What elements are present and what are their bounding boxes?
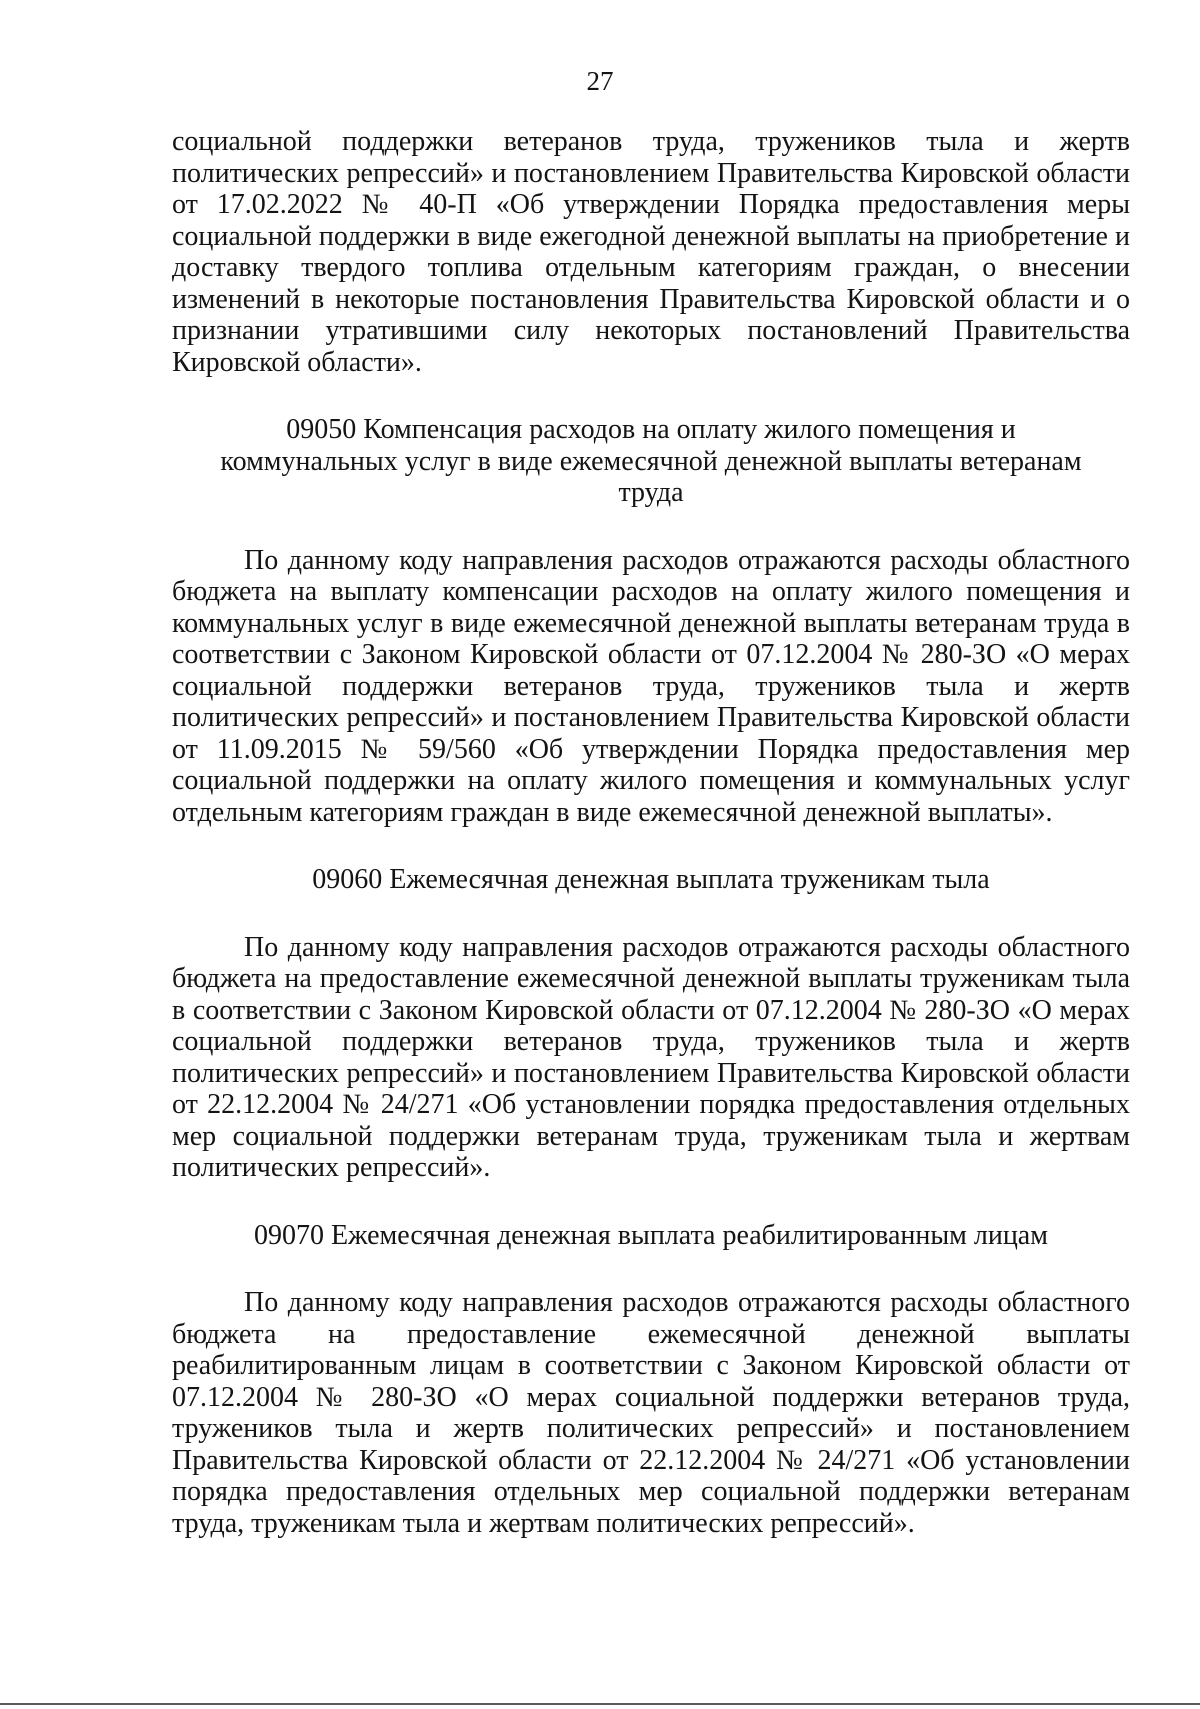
document-body <box>172 126 1130 1539</box>
section-heading-09050: 09050 Компенсация расходов на оплату жилого помещения и коммунальных услуг в виде ежемесячной денежной выплаты ветеранам труда <box>220 414 1082 508</box>
paragraph-continuation: социальной поддержки ветеранов труда, тружеников тыла и жертв политических репрессий» и постановлением Правительства Кировской области от 17.02.2022 № 40-П «Об утверждении Порядка предоставления меры социальной поддержки в виде ежегодной денежной выплаты на приобретение и доставку твердого топлива отдельным категориям граждан, о внесении изменений в некоторые постановления Правительства Кировской области и о признании утратившими силу некоторых постановлений Правительства Кировской области». <box>172 126 1130 378</box>
paragraph-09070: По данному коду направления расходов отражаются расходы областного бюджета на предоставление ежемесячной денежной выплаты реабилитированным лицам в соответствии с Законом Кировской области от 07.12.2004 № 280-ЗО «О мерах социальной поддержки ветеранов труда, тружеников тыла и жертв политических репрессий» и постановлением Правительства Кировской области от 22.12.2004 № 24/271 «Об установлении порядка предоставления отдельных мер социальной поддержки ветеранам труда, труженикам тыла и жертвам политических репрессий». <box>172 1287 1130 1539</box>
section-heading-09060: 09060 Ежемесячная денежная выплата труженикам тыла <box>312 864 990 895</box>
paragraph-09060: По данному коду направления расходов отражаются расходы областного бюджета на предоставление ежемесячной денежной выплаты труженикам тыла в соответствии с Законом Кировской области от 07.12.2004 № 280-ЗО «О мерах социальной поддержки ветеранов труда, тружеников тыла и жертв политических репрессий» и постановлением Правительства Кировской области от 22.12.2004 № 24/271 «Об установлении порядка предоставления отдельных мер социальной поддержки ветеранам труда, труженикам тыла и жертвам политических репрессий». <box>172 931 1130 1183</box>
page-number: 27 <box>586 66 614 96</box>
paragraph-09050: По данному коду направления расходов отражаются расходы областного бюджета на выплату компенсации расходов на оплату жилого помещения и коммунальных услуг в виде ежемесячной денежной выплаты ветеранам труда в соответствии с Законом Кировской области от 07.12.2004 № 280-ЗО «О мерах социальной поддержки ветеранов труда, тружеников тыла и жертв политических репрессий» и постановлением Правительства Кировской области от 11.09.2015 № 59/560 «Об утверждении Порядка предоставления мер социальной поддержки на оплату жилого помещения и коммунальных услуг отдельным категориям граждан в виде ежемесячной денежной выплаты». <box>172 544 1130 828</box>
scan-bottom-edge <box>0 1703 1200 1705</box>
section-heading-09070: 09070 Ежемесячная денежная выплата реабилитированным лицам <box>254 1219 1048 1251</box>
